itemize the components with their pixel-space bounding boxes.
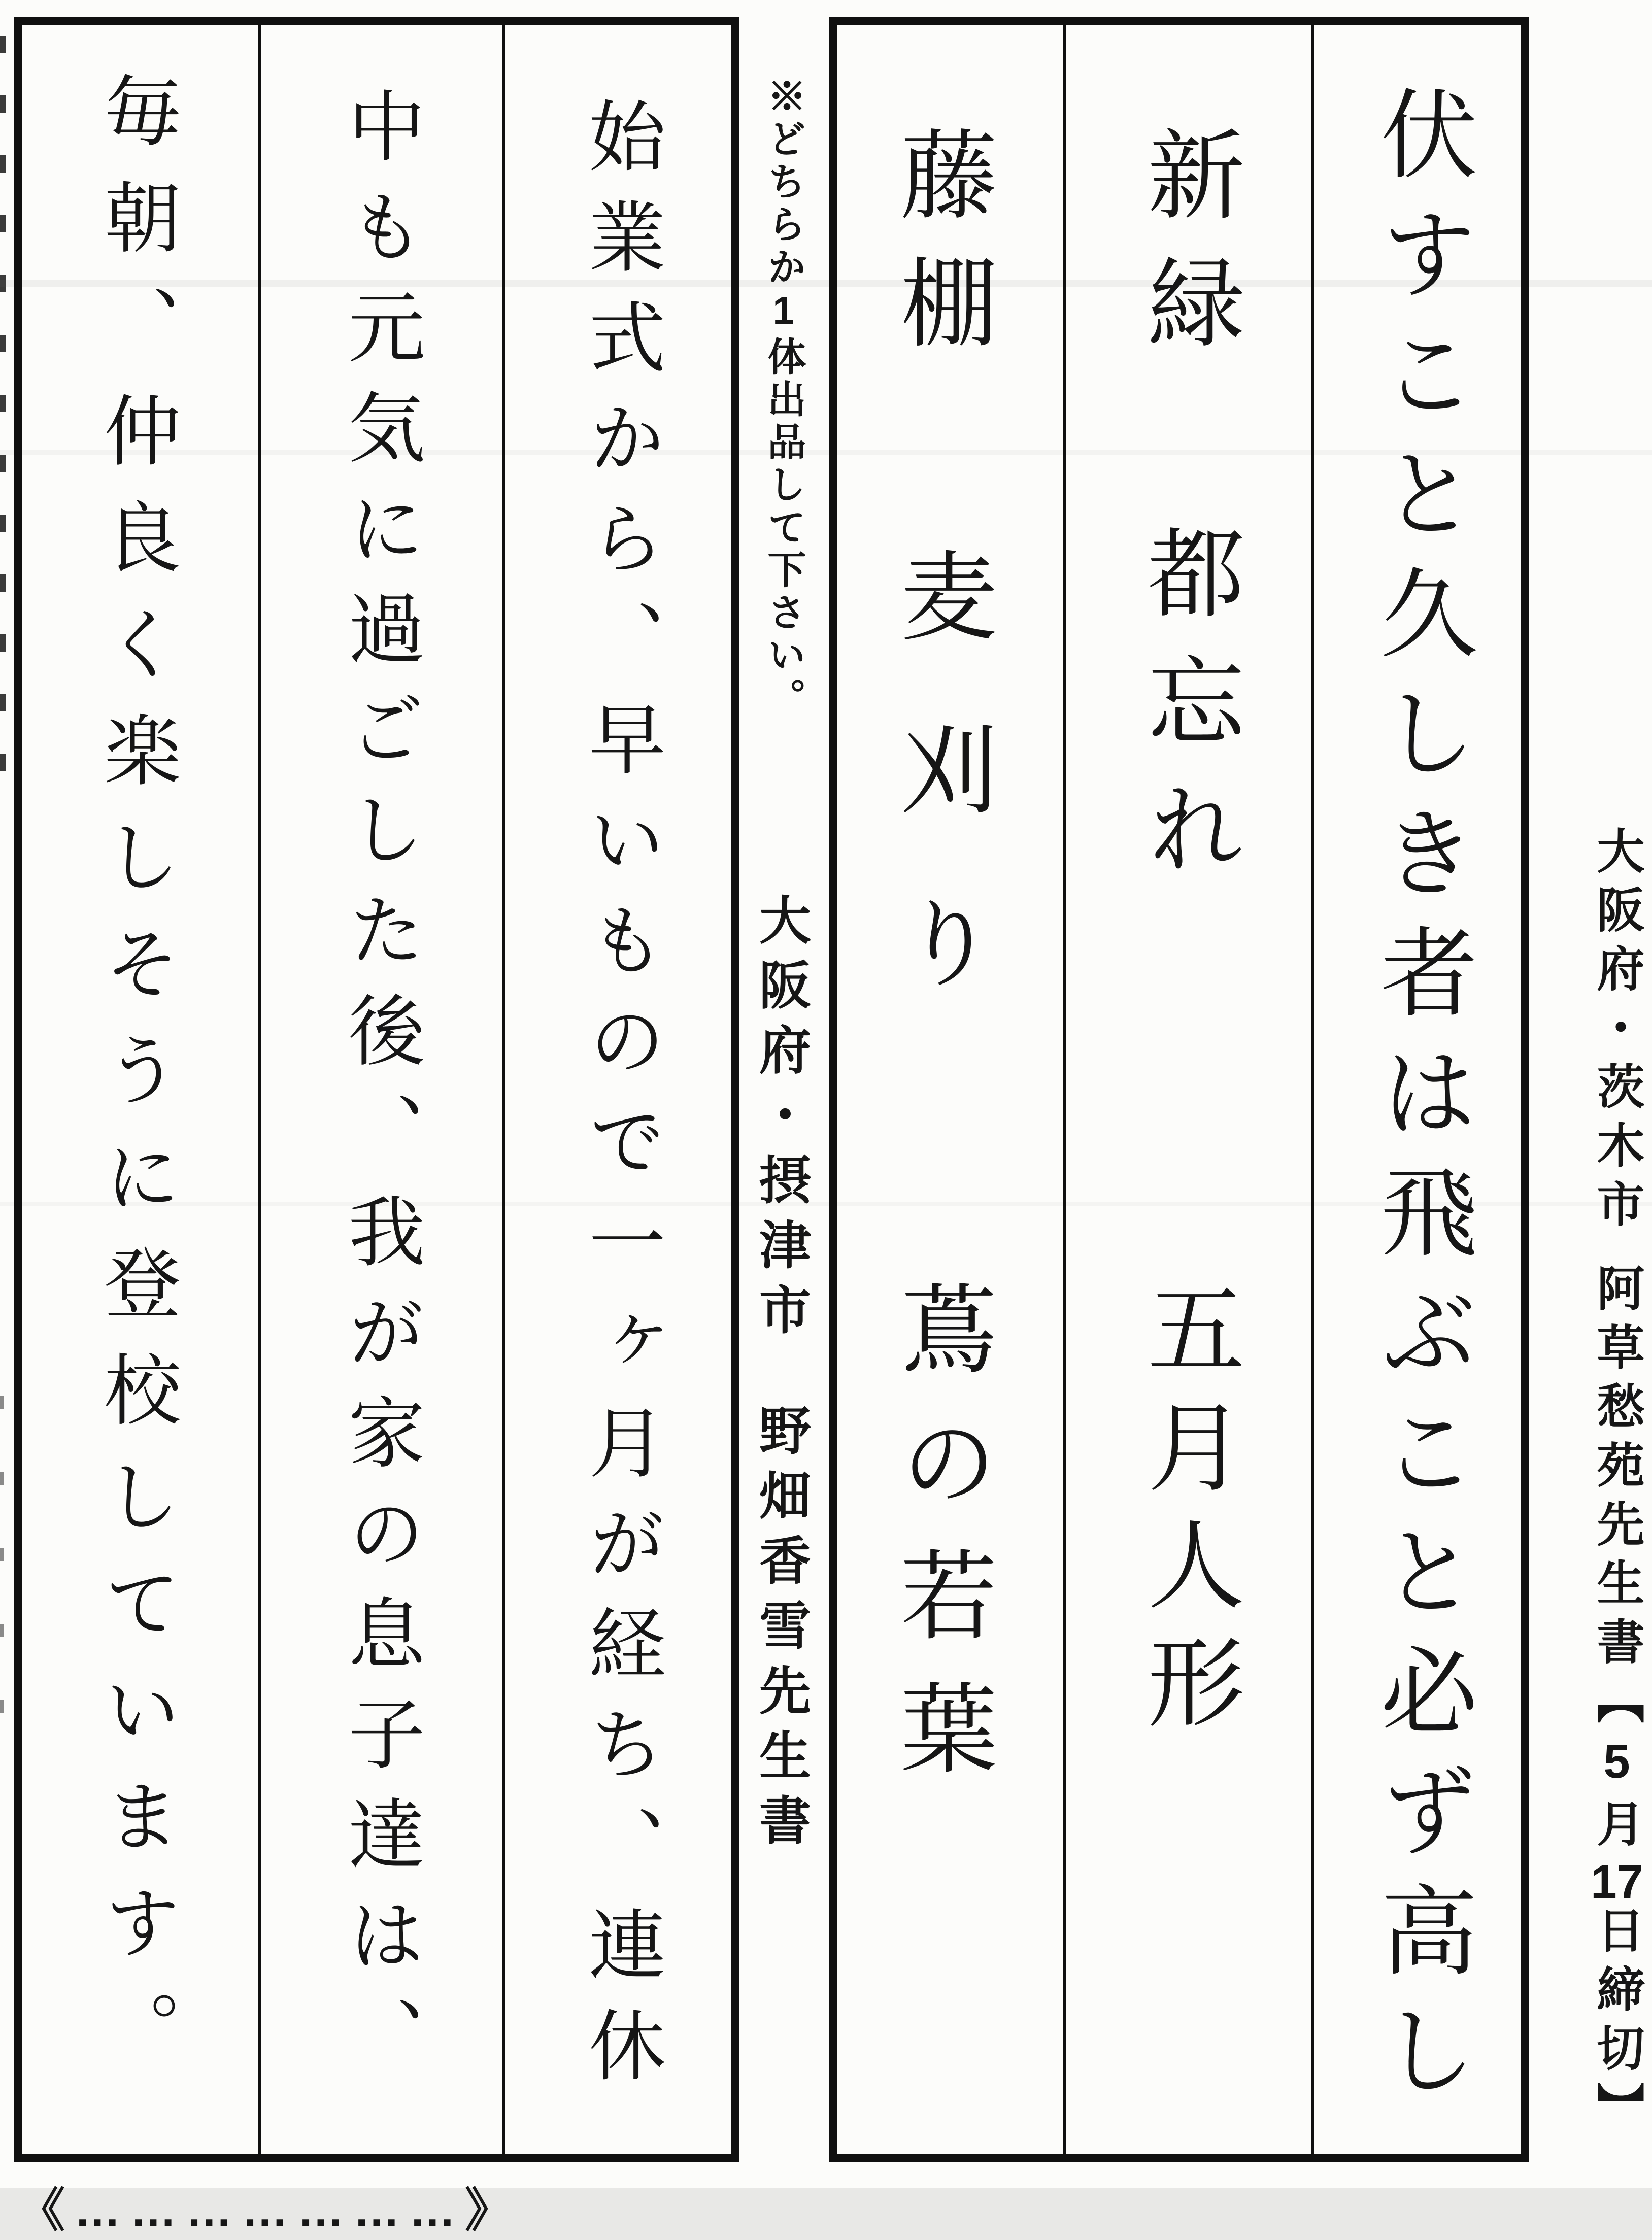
credit-gap: [781, 1348, 782, 1404]
caption-author-agusa-shuen: 阿草愁苑先生書: [1590, 1264, 1643, 1676]
handwritten-word-gogatsu-ningyo: 五月人形: [1131, 1279, 1244, 1750]
bottom-cutoff-caption-fragment: 《…………………》: [18, 2185, 521, 2236]
caption-deadline-open: 【5月: [1590, 1676, 1643, 1858]
gutter-note-submit-one: ※どちらか1体出品して下さい。: [762, 76, 805, 720]
right-panel-column-divider-2: [1311, 25, 1314, 2154]
caption-gap: [1616, 1238, 1617, 1264]
handwritten-sentence-column-2: 中も元気に過ごした後、我が家の息子達は、: [335, 86, 425, 2096]
caption-region-ibaraki: 大阪府・茨木市: [1590, 826, 1643, 1238]
credit-author-nobata-kosetsu: 野畑香雪先生書: [752, 1404, 810, 1858]
gutter-credit: [752, 893, 810, 1858]
handwritten-word-fujidana: 藤棚: [884, 124, 997, 380]
handwritten-proverb-column: 伏すこと久しき者は飛ぶこと必ず高し: [1364, 84, 1477, 2120]
credit-region-settsu: 大阪府・摂津市: [752, 893, 810, 1348]
caption-deadline-close: 日締切】: [1590, 1906, 1643, 2141]
left-panel-column-divider-2: [502, 25, 505, 2154]
handwritten-word-shinryoku: 新緑: [1131, 124, 1244, 380]
handwritten-word-tsuta-no-wakaba: 蔦の若葉: [884, 1279, 997, 1811]
handwritten-sentence-column-1: 始業式から、早いもので一ヶ月が経ち、連休: [576, 96, 666, 2106]
left-panel-column-divider-1: [258, 25, 261, 2154]
right-margin-caption: [1590, 826, 1643, 2141]
handwritten-word-miyakowasure: 都忘れ: [1131, 523, 1244, 906]
caption-deadline-day-number: 17: [1591, 1858, 1643, 1906]
handwritten-sentence-column-3: 毎朝、仲良く楽しそうに登校しています。: [91, 71, 181, 2096]
scan-edge-artifact-lower: [0, 1396, 4, 1751]
right-panel-column-divider-1: [1063, 25, 1066, 2154]
handwritten-word-mugikari: 麦刈り: [884, 546, 997, 1066]
scan-edge-artifact: [0, 36, 6, 787]
